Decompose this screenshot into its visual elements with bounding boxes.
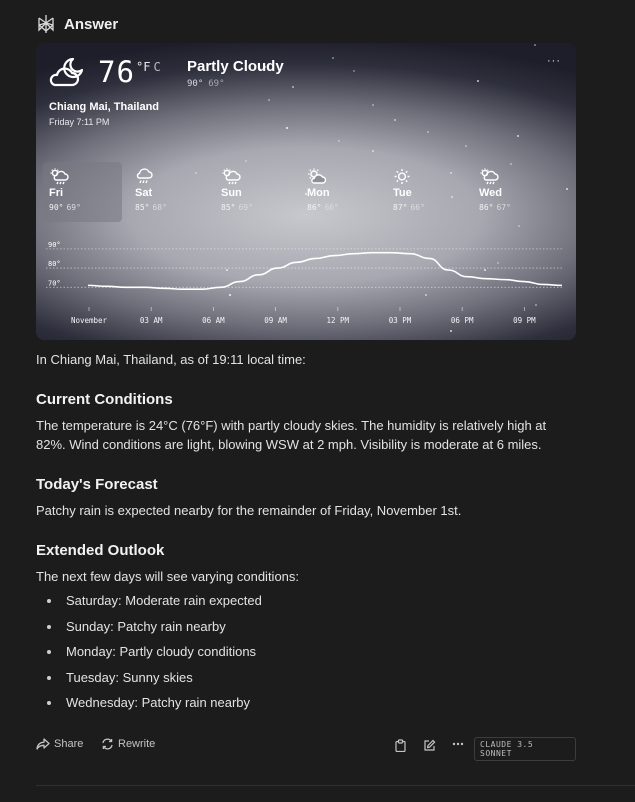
current-high: 90° <box>187 79 204 89</box>
edit-button[interactable] <box>423 739 436 752</box>
forecast-day-name: Sun <box>221 187 242 199</box>
unit-fahrenheit[interactable]: °F <box>136 60 151 74</box>
x-tick-label: 03 AM <box>139 316 163 325</box>
answer-actions <box>36 736 576 756</box>
weather-widget <box>36 43 576 340</box>
y-tick-label: 70° <box>48 279 61 288</box>
forecast-day-temps: 85° 68° <box>135 203 167 212</box>
current-temperature: 76 <box>98 55 135 89</box>
forecast-day-temps: 86° 66° <box>307 203 339 212</box>
temperature-line <box>88 253 562 290</box>
forecast-day-wed[interactable] <box>473 162 559 222</box>
forecast-day-fri[interactable] <box>43 162 122 222</box>
heading-todays-forecast: Today's Forecast <box>36 476 158 493</box>
answer-title: Answer <box>64 15 119 33</box>
forecast-day-temps: 90° 69° <box>49 203 81 212</box>
list-item: Tuesday: Sunny skies <box>47 668 576 694</box>
hourly-temperature-chart <box>36 233 576 333</box>
rain-cloud-icon <box>135 168 155 185</box>
perplexity-logo-icon <box>36 14 56 34</box>
location: Chiang Mai, Thailand <box>49 101 160 113</box>
share-icon <box>36 738 50 750</box>
forecast-day-temps: 86° 67° <box>479 203 511 212</box>
forecast-day-name: Mon <box>307 187 330 199</box>
answer-intro: In Chiang Mai, Thailand, as of 19:11 local time: <box>36 352 306 367</box>
list-item: Saturday: Moderate rain expected <box>47 591 576 617</box>
rain-sun-icon <box>221 168 241 185</box>
x-tick-label: 06 AM <box>202 316 225 325</box>
answer-header <box>36 14 118 34</box>
forecast-day-name: Sat <box>135 187 153 199</box>
partly-cloudy-icon <box>307 168 327 185</box>
edit-icon <box>423 739 436 752</box>
forecast-day-name: Fri <box>49 187 64 199</box>
more-options-icon[interactable]: ··· <box>547 55 561 67</box>
x-tick-label: 12 PM <box>326 316 350 325</box>
local-datetime: Friday 7:11 PM <box>49 117 110 127</box>
y-tick-label: 90° <box>48 240 61 249</box>
share-label: Share <box>54 738 84 750</box>
forecast-day-mon[interactable] <box>301 162 387 222</box>
answer-body <box>36 350 576 719</box>
x-tick-label: November <box>70 316 108 325</box>
heading-current-conditions: Current Conditions <box>36 391 173 408</box>
clipboard-icon <box>395 739 406 752</box>
model-badge: CLAUDE 3.5 SONNET <box>474 737 576 761</box>
sun-icon <box>393 168 413 185</box>
y-tick-label: 80° <box>48 260 61 269</box>
forecast-day-sun[interactable] <box>215 162 301 222</box>
forecast-day-temps: 87° 66° <box>393 203 425 212</box>
extended-outlook-list <box>47 591 576 719</box>
divider <box>36 785 635 786</box>
share-button[interactable] <box>36 738 83 750</box>
ellipsis-icon <box>452 742 464 746</box>
copy-button[interactable] <box>395 739 406 752</box>
list-item: Wednesday: Patchy rain nearby <box>47 693 576 719</box>
x-tick-label: 09 AM <box>264 316 287 325</box>
forecast-day-temps: 85° 69° <box>221 203 253 212</box>
daily-forecast <box>43 162 559 222</box>
current-condition: Partly Cloudy <box>187 58 284 75</box>
partly-cloudy-night-icon <box>47 56 85 88</box>
todays-forecast-text: Patchy rain is expected nearby for the remainder of Friday, November 1st. <box>36 503 462 518</box>
x-tick-label: 09 PM <box>513 316 536 325</box>
rewrite-icon <box>101 738 114 750</box>
heading-extended-outlook: Extended Outlook <box>36 542 165 559</box>
more-actions-button[interactable] <box>452 742 464 746</box>
list-item: Monday: Partly cloudy conditions <box>47 642 576 668</box>
unit-celsius[interactable]: C <box>153 60 161 74</box>
forecast-day-name: Wed <box>479 187 503 199</box>
list-item: Sunday: Patchy rain nearby <box>47 617 576 643</box>
rewrite-button[interactable] <box>101 738 155 750</box>
current-conditions-text: The temperature is 24°C (76°F) with partly cloudy skies. The humidity is relatively high at 82%. Wind conditions are light, blowing WSW at 2 mph. Visibility is moderate at 6 miles. <box>36 418 547 452</box>
forecast-day-sat[interactable] <box>129 162 215 222</box>
x-tick-label: 03 PM <box>388 316 412 325</box>
current-high-low <box>187 79 225 89</box>
rain-sun-icon <box>49 168 69 185</box>
rain-sun-icon <box>479 168 499 185</box>
extended-outlook-intro: The next few days will see varying conditions: <box>36 569 300 584</box>
current-low: 69° <box>208 79 225 89</box>
forecast-day-name: Tue <box>393 187 412 199</box>
rewrite-label: Rewrite <box>118 738 156 750</box>
forecast-day-tue[interactable] <box>387 162 473 222</box>
x-tick-label: 06 PM <box>450 316 474 325</box>
unit-toggle[interactable] <box>136 60 161 74</box>
